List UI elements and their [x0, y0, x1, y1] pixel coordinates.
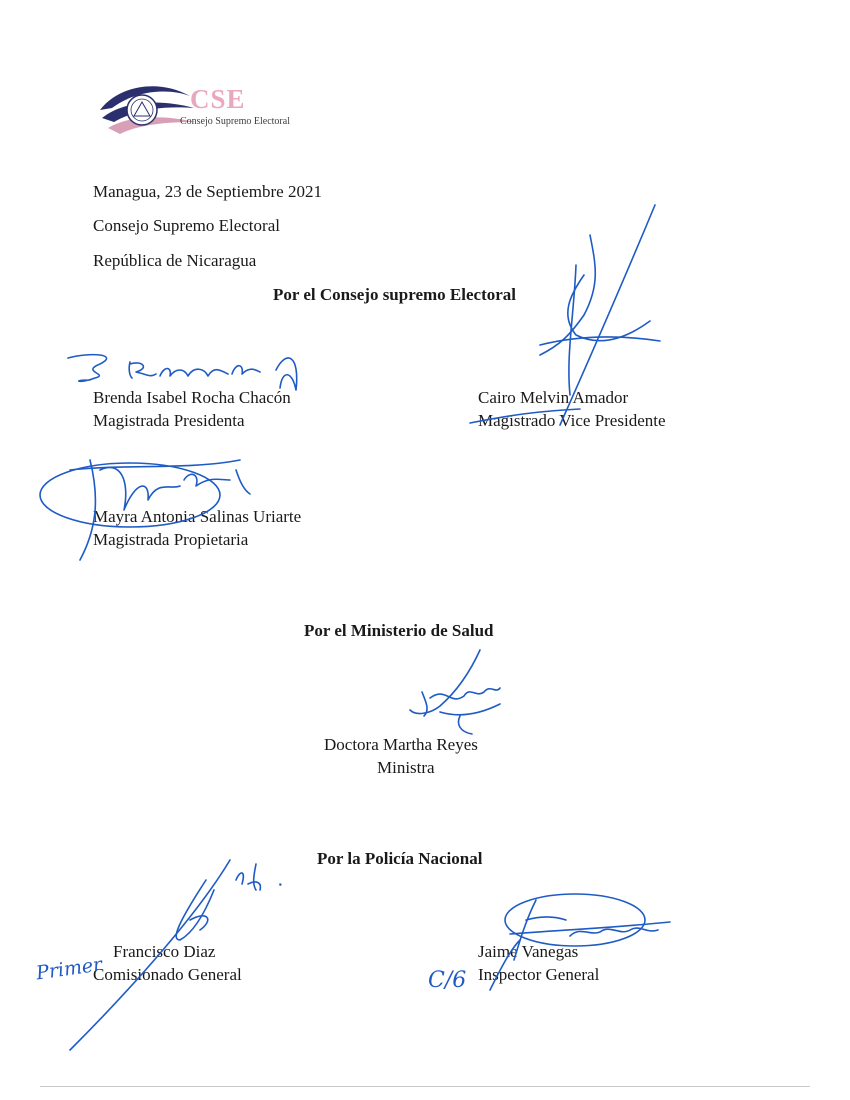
signatory-name-reyes: Doctora Martha Reyes — [324, 735, 478, 754]
signatory-name-diaz: Francisco Diaz — [113, 942, 216, 961]
country-line: República de Nicaragua — [93, 251, 257, 270]
page-bottom-divider — [40, 1086, 810, 1087]
signatory-title-diaz: Comisionado General — [93, 965, 242, 984]
signatory-name-vanegas: Jaime Vanegas — [478, 942, 579, 961]
signatory-title-rocha: Magistrada Presidenta — [93, 411, 245, 430]
signatory-name-rocha: Brenda Isabel Rocha Chacón — [93, 388, 291, 407]
cse-logo-acronym: CSE — [190, 84, 246, 114]
cse-section-heading: Por el Consejo supremo Electoral — [273, 285, 516, 304]
organization-line: Consejo Supremo Electoral — [93, 216, 280, 235]
signatory-title-reyes: Ministra — [377, 758, 435, 777]
handwritten-note-c6: C/6 — [428, 968, 467, 993]
cse-logo — [98, 78, 298, 138]
signatory-name-salinas: Mayra Antonia Salinas Uriarte — [93, 507, 302, 526]
signatory-title-vanegas: Inspector General — [478, 965, 600, 984]
minsa-section-heading: Por el Ministerio de Salud — [304, 621, 494, 640]
police-section-heading: Por la Policía Nacional — [317, 849, 483, 868]
signature-reyes — [400, 642, 540, 742]
signature-salinas — [40, 440, 280, 570]
date-line: Managua, 23 de Septiembre 2021 — [93, 182, 322, 201]
signatory-title-salinas: Magistrada Propietaria — [93, 530, 249, 549]
signatory-title-amador: Magistrado Vice Presidente — [478, 411, 666, 430]
handwritten-note-primer: Primer — [34, 953, 104, 985]
signatory-name-amador: Cairo Melvin Amador — [478, 388, 629, 407]
cse-logo-name: Consejo Supremo Electoral — [180, 116, 290, 127]
